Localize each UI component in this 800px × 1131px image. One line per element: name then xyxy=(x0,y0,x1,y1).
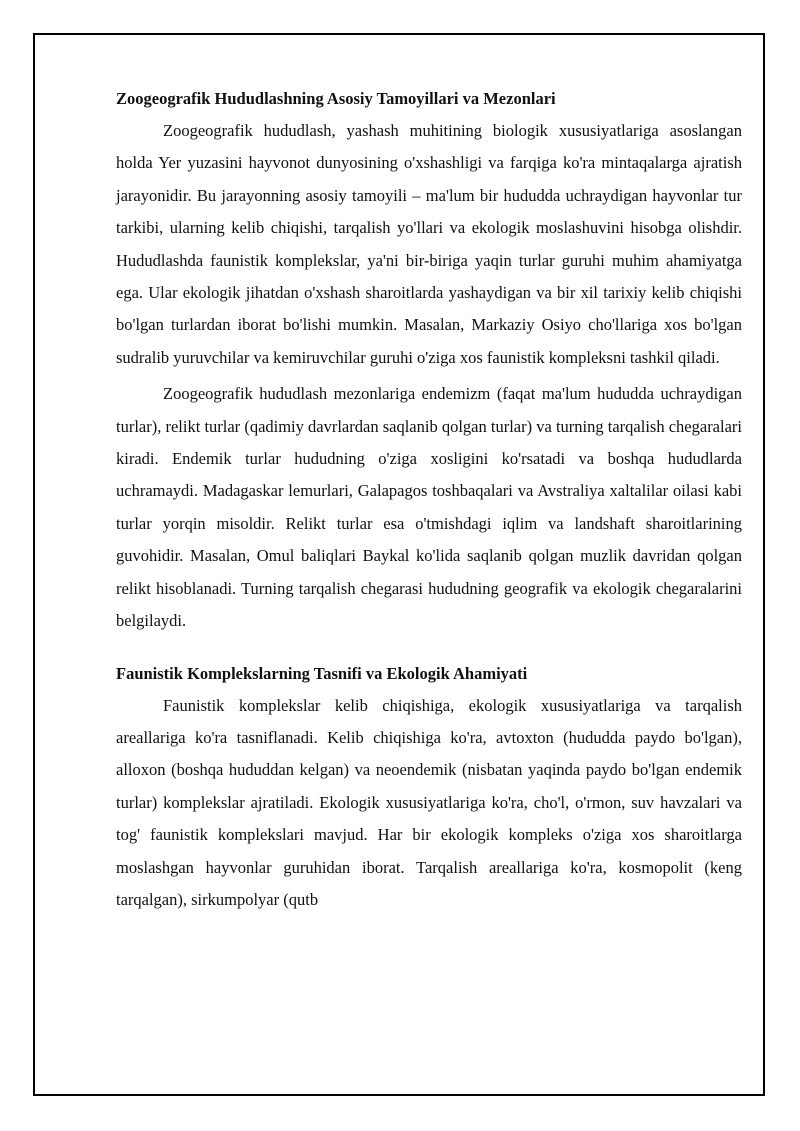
paragraph-principles: Zoogeografik hududlash, yashash muhitining biologik xususiyatlariga asoslangan holda Yer yuzasini hayvonot dunyosining o'xshashligi va farqiga ko'ra mintaqalarga ajratish jarayonidir. Bu jarayonning asosiy tamoyili – ma'lum bir hududda uchraydigan hayvonlar tur tarkibi, ularning kelib chiqishi, tarqalish yo'llari va ekologik moslashuvini hisobga olishdir. Hududlashda faunistik komplekslar, ya'ni bir-biriga yaqin turlar guruhi muhim ahamiyatga ega. Ular ekologik jihatdan o'xshash sharoitlarda yashaydigan va bir xil tarixiy kelib chiqishi bo'lgan turlardan iborat bo'lishi mumkin. Masalan, Markaziy Osiyo cho'llariga xos bo'lgan sudralib yuruvchilar va kemiruvchilar guruhi o'ziga xos faunistik kompleksni tashkil qiladi. xyxy=(116,121,742,367)
section-heading-principles: Zoogeografik Hududlashning Asosiy Tamoyillari va Mezonlari xyxy=(116,89,556,108)
section-heading-classification: Faunistik Komplekslarning Tasnifi va Ekologik Ahamiyati xyxy=(116,663,528,683)
paragraph-criteria: Zoogeografik hududlash mezonlariga endemizm (faqat ma'lum hududda uchraydigan turlar), relikt turlar (qadimiy davrlardan saqlanib qolgan turlar) va turning tarqalish chegaralari kiradi. Endemik turlar hududning o'ziga xosligini ko'rsatadi va boshqa hududlarda uchramaydi. Madagaskar lemurlari, Galapagos toshbaqalari va Avstraliya xaltalilar oilasi kabi turlar yorqin misoldir. Relikt turlar esa o'tmishdagi iqlim va landshaft sharoitlarining guvohidir. Masalan, Omul baliqlari Baykal ko'lida saqlanib qolgan muzlik davridan qolgan relikt hisoblanadi. Turning tarqalish chegarasi hududning geografik va ekologik chegaralarini belgilaydi. xyxy=(116,384,742,631)
paragraph-classification: Faunistik komplekslar kelib chiqishiga, ekologik xususiyatlariga va tarqalish areallariga ko'ra tasniflanadi. Kelib chiqishiga ko'ra, avtoxton (hududda paydo bo'lgan), alloxon (boshqa hududdan kelgan) va neoendemik (nisbatan yaqinda paydo bo'lgan endemik turlar) komplekslar ajratiladi. Ekologik xususiyatlariga ko'ra, cho'l, o'rmon, suv havzalari va tog' faunistik komplekslari mavjud. Har bir ekologik kompleks o'ziga xos sharoitlarga moslashgan hayvonlar guruhidan iborat. Tarqalish areallariga ko'ra, kosmopolit (keng tarqalgan), sirkumpolyar (qutb xyxy=(116,695,742,909)
document-body xyxy=(116,84,742,920)
